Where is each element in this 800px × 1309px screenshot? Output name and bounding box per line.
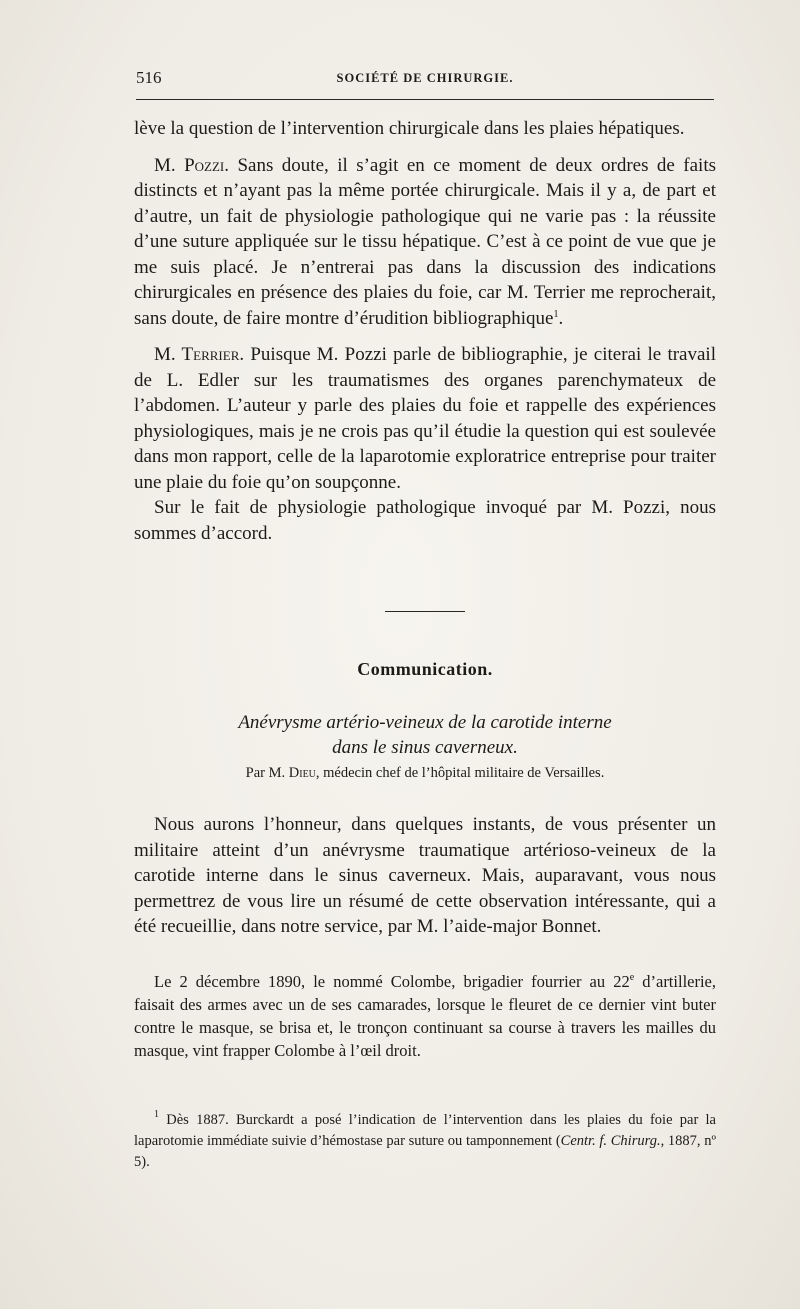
header-rule [136, 99, 714, 100]
speech-text: Puisque M. Pozzi parle de bibliographie, je citerai le travail de L. Edler sur les traumatismes des organes parenchymateux de l’abdomen. L’auteur y parle des plaies du foie et rappelle des expériences physiologiques, mais je ne crois pas qu’il étudie la question qui est soulevée dans mon rapport, celle de la laparotomie exploratrice entreprise pour traiter une plaie du foie qu’on soupçonne. [134, 344, 716, 493]
speech-end: . [558, 307, 564, 329]
speaker-name: M. Pozzi. [154, 154, 230, 176]
discussion-text [134, 116, 716, 546]
speech-text: Sans doute, il s’agit en ce moment de deux ordres de faits distincts et n’ayant pas la même portée chirurgicale. Mais il y a, de part et d’autre, un fait de physiologie pathologique qui ne varie pas : la réussite d’une suture appliquée sur le tissu hépatique. C’est à ce point de vue que je me suis placé. Je n’entrerai pas dans la discussion des indications chirurgicales en présence des plaies du foie, car M. Terrier me reprocherait, sans doute, de faire montre d’érudition bibliographique [134, 154, 717, 329]
page-header [136, 64, 714, 94]
footnote-tail: , 1887, nº 5). [134, 1133, 716, 1170]
paragraph-terrier [134, 342, 716, 495]
author-byline [134, 765, 716, 782]
speaker-name: M. Terrier. [154, 344, 245, 365]
byline-suffix: , médecin chef de l’hôpital militaire de Versailles. [315, 765, 605, 781]
footnote-text: Dès 1887. Burckardt a posé l’indication de l’intervention dans les plaies du foie par la laparotomie immédiate suivie d’hémostase par suture ou tamponnement ( [134, 1112, 716, 1149]
page-number: 516 [136, 68, 162, 87]
communication-intro [134, 812, 716, 940]
footnote-source: Centr. f. Chirurg. [560, 1133, 661, 1149]
case-text: Le 2 décembre 1890, le nommé Colombe, brigadier fourrier au 22 [154, 972, 630, 991]
footnote [134, 1110, 716, 1173]
case-text: d’artillerie, faisait des armes avec un de ses camarades, lorsque le fleuret de ce dernier vint buter contre le masque, se brisa et, le tronçon continuant sa course à travers les mailles du masque, vint frapper Colombe à l’œil droit. [134, 972, 716, 1060]
intro-paragraph: Nous aurons l’honneur, dans quelques instants, de vous présenter un militaire atteint d’un anévrysme traumatique artérioso-veineux de la carotide interne dans le sinus caverneux. Mais, auparavant, vous nous permettrez de vous lire un résumé de cette observation intéressante, qui a été recueillie, dans notre service, par M. l’aide-major Bonnet. [134, 814, 716, 937]
footnote-paragraph [134, 1110, 716, 1173]
footnote-marker: 1 [154, 1109, 159, 1120]
case-paragraph [134, 970, 716, 1062]
paragraph-pozzi [134, 153, 716, 332]
case-report [134, 970, 716, 1062]
section-separator [385, 611, 465, 612]
ordinal-superscript: e [629, 972, 635, 983]
article-title-line: dans le sinus caverneux. [332, 737, 518, 758]
article-title [134, 710, 716, 760]
paragraph-continued: lève la question de l’intervention chirurgicale dans les plaies hépatiques. [134, 118, 685, 139]
running-title: SOCIÉTÉ DE CHIRURGIE. [336, 71, 514, 85]
article-title-line: Anévrysme artério-veineux de la carotide interne [238, 712, 612, 733]
footnote-reference: 1 [553, 308, 559, 320]
section-title: Communication. [357, 659, 493, 679]
paragraph-agreement: Sur le fait de physiologie pathologique invoqué par M. Pozzi, nous sommes d’accord. [134, 497, 716, 544]
byline-prefix: Par M. [245, 765, 289, 781]
author-name: Dieu [288, 765, 316, 781]
